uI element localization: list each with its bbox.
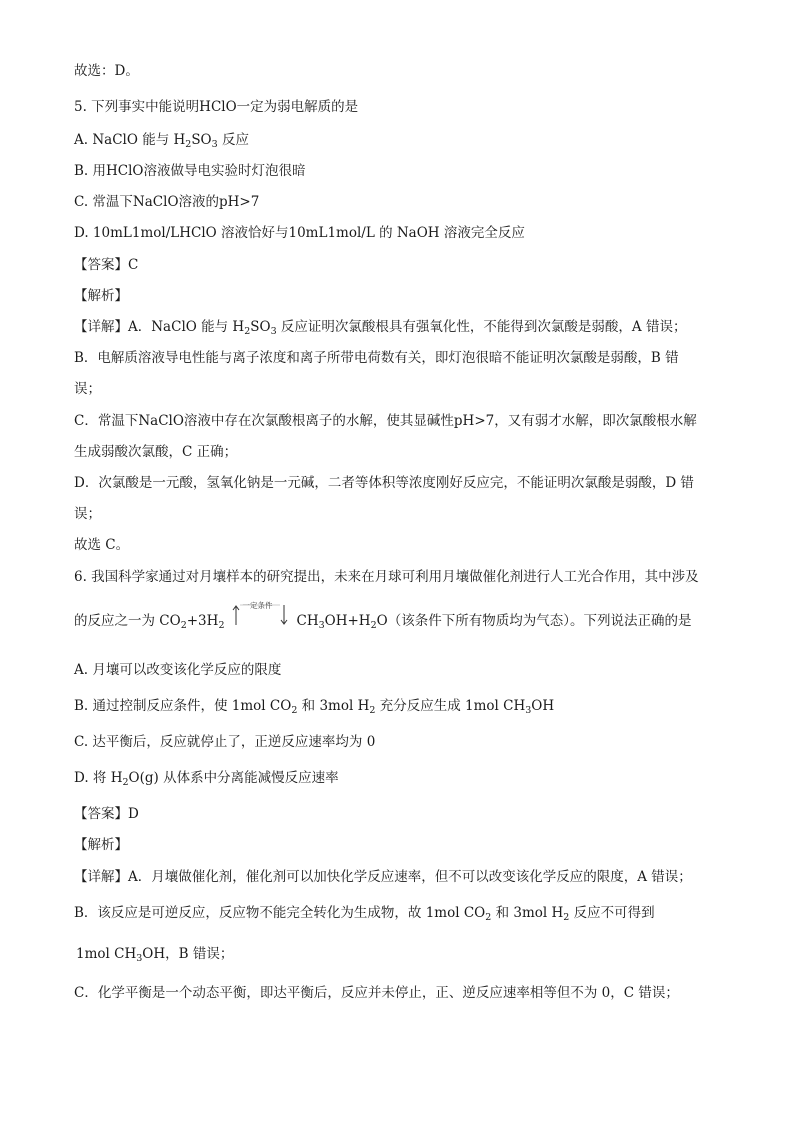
q6-option-b: B. 通过控制反应条件，使 1mol $CO_2$ 和 3mol $H_2$ 充分反应生成 1mol $CH_3OH$ bbox=[74, 698, 555, 716]
q5-stem: 5. 下列事实中能说明HClO一定为弱电解质的是 bbox=[74, 99, 359, 115]
q5-end: 故选 C。 bbox=[74, 537, 130, 553]
q5-detail-b-1: B．电解质溶液导电性能与离子浓度和离子所带电荷数有关，即灯泡很暗不能证明次氯酸是弱酸，B 错 bbox=[74, 350, 679, 366]
q5-option-d: D. 10mL1mol/LHClO 溶液恰好与10mL1mol/L 的 NaOH 溶液完全反应 bbox=[74, 225, 525, 241]
q5-analysis-label: 【解析】 bbox=[74, 288, 128, 304]
q6-answer: 【答案】D bbox=[74, 806, 139, 822]
q6-detail-b-2: 1mol $CH_3OH$，B 错误； bbox=[76, 946, 234, 964]
intro-line: 故选：D。 bbox=[74, 63, 139, 79]
q6-analysis-label: 【解析】 bbox=[74, 837, 128, 853]
q6-option-d: D. 将 $H_2O(g)$ 从体系中分离能减慢反应速率 bbox=[74, 770, 339, 788]
q5-detail-a: 【详解】A．NaClO 能与 $H_2SO_3$ 反应证明次氯酸根具有强氧化性，不能得到次氯酸是弱酸，A 错误； bbox=[74, 319, 687, 337]
q5-option-b: B. 用HClO溶液做导电实验时灯泡很暗 bbox=[74, 163, 306, 179]
q6-detail-c: C．化学平衡是一个动态平衡，即达平衡后，反应并未停止，正、逆反应速率相等但不为 0，C 错误； bbox=[74, 985, 679, 1001]
q6-stem-1: 6. 我国科学家通过对月壤样本的研究提出，未来在月球可利用月壤做催化剂进行人工光合作用，其中涉及 bbox=[74, 569, 699, 585]
q6-detail-b-1: B．该反应是可逆反应，反应物不能完全转化为生成物，故 1mol $CO_2$ 和 3mol $H_2$ 反应不可得到 bbox=[74, 905, 655, 923]
q5-answer: 【答案】C bbox=[74, 257, 139, 273]
q6-option-a: A. 月壤可以改变该化学反应的限度 bbox=[74, 662, 282, 678]
q5-detail-d-2: 误； bbox=[74, 506, 101, 522]
q5-detail-b-2: 误； bbox=[74, 381, 101, 397]
q5-detail-c-2: 生成弱酸次氯酸，C 正确； bbox=[74, 444, 238, 460]
q5-detail-c-1: C．常温下NaClO溶液中存在次氯酸根离子的水解，使其显碱性pH>7，又有弱才水解，即次氯酸根水解 bbox=[74, 413, 697, 429]
q6-option-c: C. 达平衡后，反应就停止了，正逆反应速率均为 0 bbox=[74, 734, 376, 750]
q6-detail-a: 【详解】A．月壤做催化剂，催化剂可以加快化学反应速率，但不可以改变该化学反应的限度，A 错误； bbox=[74, 869, 692, 885]
q5-detail-d-1: D．次氯酸是一元酸，氢氧化钠是一元碱，二者等体积等浓度刚好反应完，不能证明次氯酸是弱酸，D 错 bbox=[74, 475, 694, 491]
q6-stem-2: 的反应之一为 $CO_2+3H_2$ 一定条件 $CH_3OH+H_2O$（该条件下所有物质均为气态）。下列说法正确的是 bbox=[74, 600, 692, 631]
q5-option-c: C. 常温下NaClO溶液的pH>7 bbox=[74, 194, 260, 210]
q5-option-a: A. NaClO 能与 $H_2SO_3$ 反应 bbox=[74, 132, 249, 150]
reversible-arrow-icon: 一定条件 bbox=[230, 613, 290, 631]
